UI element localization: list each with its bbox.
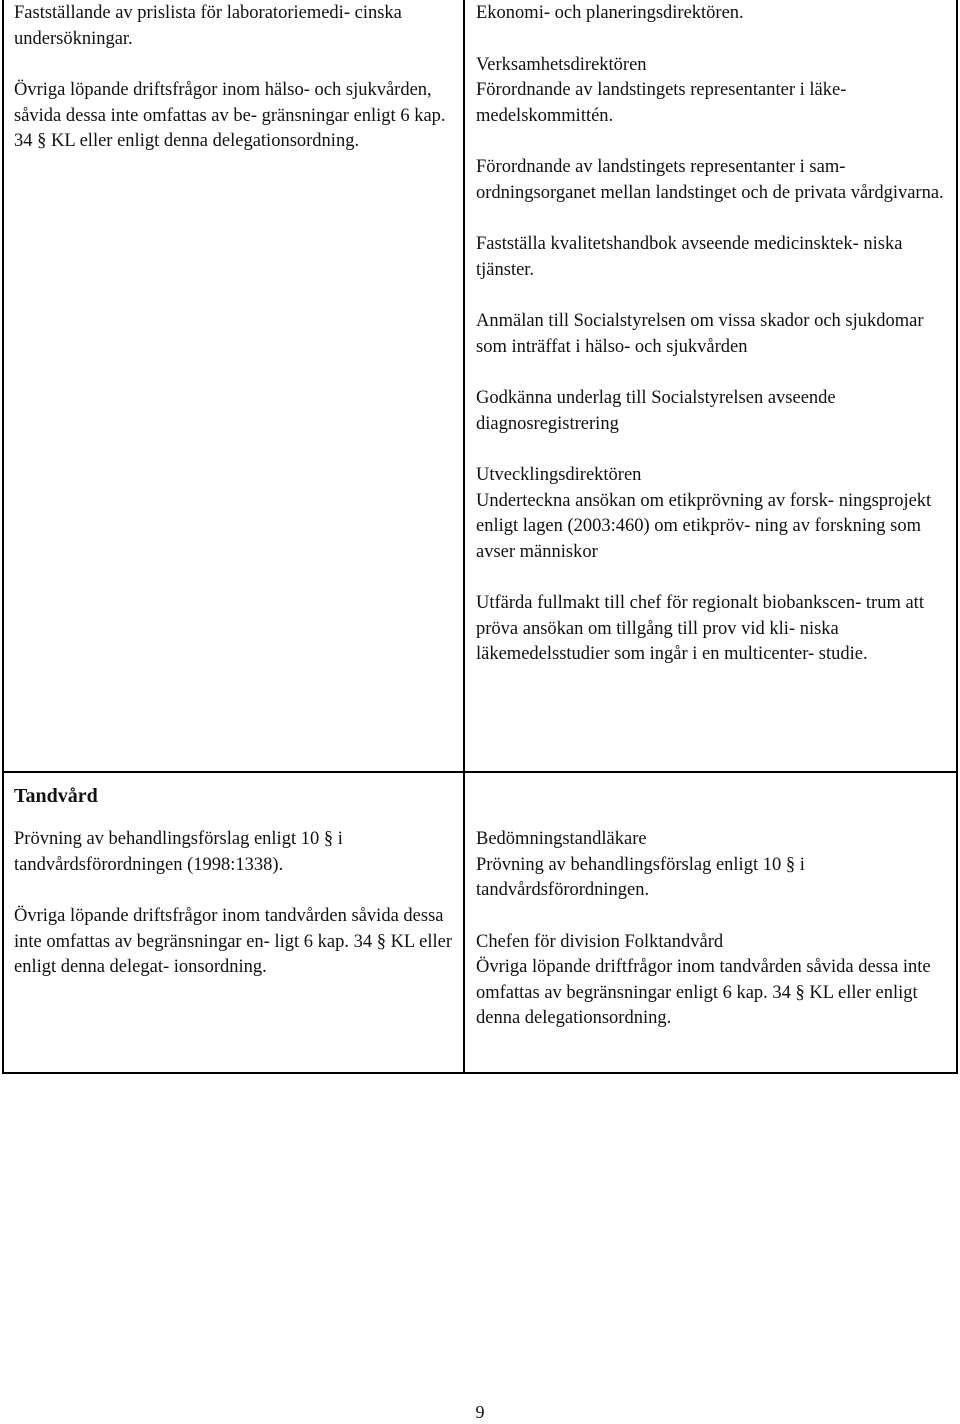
table-border-bottom [2, 1072, 958, 1074]
drug-committee-text: Förordnande av landstingets representanter i läke- medelskommittén. [476, 80, 847, 126]
section2-left-cell [14, 784, 454, 981]
biobank-proxy-text: Utfärda fullmakt till chef för regionalt biobankscen- trum att pröva ansökan om tillgång till prov vid kli- niska läkemedelsstudier som ingår i en multicenter- studie. [476, 593, 924, 664]
table-border-middle [463, 0, 465, 1074]
diagnosis-registry-text: Godkänna underlag till Socialstyrelsen avseende diagnosregistrering [476, 388, 836, 434]
ethics-review-text: Underteckna ansökan om etikprövning av forsk- ningsprojekt enligt lagen (2003:460) om etikpröv- ning av forskning som avser människor [476, 490, 932, 562]
economy-director-text: Ekonomi- och planeringsdirektören. [476, 3, 744, 23]
lab-pricelist-text: Fastställande av prislista för laboratoriemedi- cinska undersökningar. [14, 3, 402, 49]
dental-operations-text: Övriga löpande driftsfrågor inom tandvården såvida dessa inte omfattas av begränsningar en- ligt 6 kap. 34 § KL eller enligt denna delegat- ionsordning. [14, 906, 453, 977]
treatment-proposal-text: Prövning av behandlingsförslag enligt 10 § i tandvårdsförordningen (1998:1338). [14, 829, 343, 875]
section2-right-cell [476, 827, 946, 1032]
folktandvard-chief-title: Chefen för division Folktandvård [476, 931, 724, 952]
operations-director-title: Verksamhetsdirektören [476, 54, 647, 75]
section1-right-cell [476, 1, 946, 668]
development-director-title: Utvecklingsdirektören [476, 465, 642, 485]
healthcare-operations-text: Övriga löpande driftsfrågor inom hälso- och sjukvården, såvida dessa inte omfattas av be- gränsningar enligt 6 kap. 34 § KL eller enligt denna delegationsordning. [14, 80, 446, 151]
socialstyrelsen-report-text: Anmälan till Socialstyrelsen om vissa skador och sjukdomar som inträffat i hälso- och sjukvården [476, 311, 924, 357]
coordination-body-text: Förordnande av landstingets representanter i sam- ordningsorganet mellan landstinget och de privata vårdgivarna. [476, 157, 944, 203]
section1-left-cell [14, 1, 454, 155]
table-border-left [2, 0, 4, 1074]
assessing-dentist-title: Bedömningstandläkare [476, 829, 647, 849]
dental-care-heading: Tandvård [14, 785, 98, 807]
table-border-right [956, 0, 958, 1074]
table-row-divider [2, 771, 958, 773]
quality-handbook-text: Fastställa kvalitetshandbok avseende medicinsktek- niska tjänster. [476, 234, 903, 280]
dental-drift-text: Övriga löpande driftfrågor inom tandvården såvida dessa inte omfattas av begränsningar enligt 6 kap. 34 § KL eller enligt denna delegationsordning. [476, 957, 931, 1028]
treatment-assessment-text: Prövning av behandlingsförslag enligt 10 § i tandvårdsförordningen. [476, 854, 805, 900]
page-number: 9 [475, 1402, 485, 1422]
